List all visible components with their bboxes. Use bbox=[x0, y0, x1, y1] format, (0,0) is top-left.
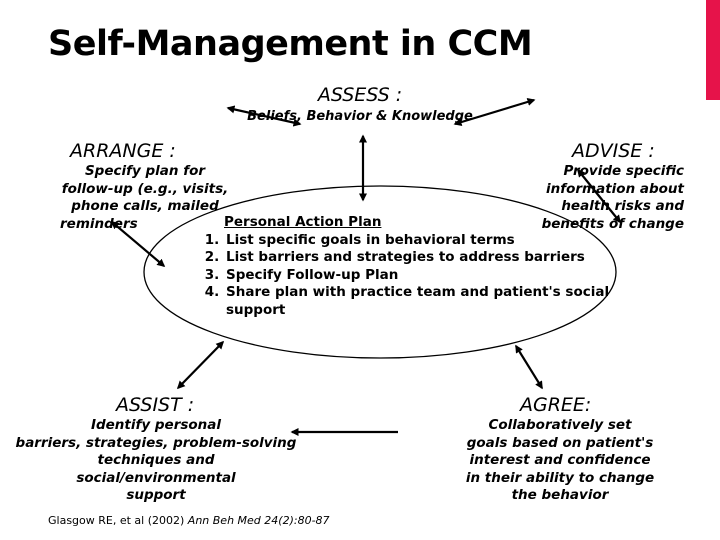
assist-line: techniques and bbox=[97, 452, 215, 468]
agree-line: Collaboratively set bbox=[488, 417, 632, 433]
advise-line: information about bbox=[546, 180, 684, 197]
assist-line: support bbox=[126, 487, 186, 503]
agree-line: goals based on patient's bbox=[466, 434, 654, 451]
advise-label: ADVISE : bbox=[572, 140, 655, 162]
plan-list bbox=[200, 232, 620, 320]
personal-action-plan bbox=[200, 214, 620, 319]
arrange-line: Specify plan for bbox=[84, 163, 206, 179]
arrange-label: ARRANGE : bbox=[70, 140, 176, 162]
plan-item: 4. Share plan with practice team and patient's social support bbox=[224, 284, 620, 319]
plan-title: Personal Action Plan bbox=[224, 214, 382, 230]
agree-label: AGREE: bbox=[520, 394, 592, 416]
plan-item: 2. List barriers and strategies to address barriers bbox=[224, 249, 620, 267]
plan-item: 3. Specify Follow-up Plan bbox=[224, 267, 620, 285]
double-headed-arrow-icon bbox=[178, 342, 223, 388]
assist-line: Identify personal bbox=[90, 417, 222, 433]
assist-line: barriers, strategies, problem-solving bbox=[15, 434, 297, 451]
agree-line: the behavior bbox=[511, 487, 609, 503]
citation-authors: Glasgow RE, et al (2002) bbox=[48, 514, 188, 527]
plan-item: 1. List specific goals in behavioral terms bbox=[224, 232, 620, 250]
double-headed-arrow-icon bbox=[455, 100, 534, 124]
agree-description bbox=[450, 417, 670, 505]
assist-description bbox=[4, 417, 308, 505]
assess-description: Beliefs, Behavior & Knowledge bbox=[247, 109, 473, 124]
assist-label: ASSIST : bbox=[116, 394, 195, 416]
citation bbox=[48, 514, 330, 527]
advise-line: benefits of change bbox=[541, 215, 684, 232]
assess-label: ASSESS : bbox=[317, 84, 403, 106]
arrange-line: phone calls, mailed bbox=[71, 198, 219, 214]
double-headed-arrow-icon bbox=[516, 346, 542, 388]
advise-line: health risks and bbox=[561, 198, 684, 214]
agree-line: in their ability to change bbox=[465, 469, 655, 486]
agree-line: interest and confidence bbox=[469, 452, 651, 468]
slide-title: Self-Management in CCM bbox=[48, 24, 533, 64]
arrange-line: reminders bbox=[60, 215, 138, 232]
arrange-line: follow-up (e.g., visits, bbox=[61, 180, 229, 197]
double-headed-arrow-icon bbox=[228, 108, 300, 124]
assist-line: social/environmental bbox=[76, 469, 236, 486]
advise-line: Provide specific bbox=[563, 163, 684, 179]
citation-journal: Ann Beh Med 24(2):80-87 bbox=[187, 514, 330, 527]
